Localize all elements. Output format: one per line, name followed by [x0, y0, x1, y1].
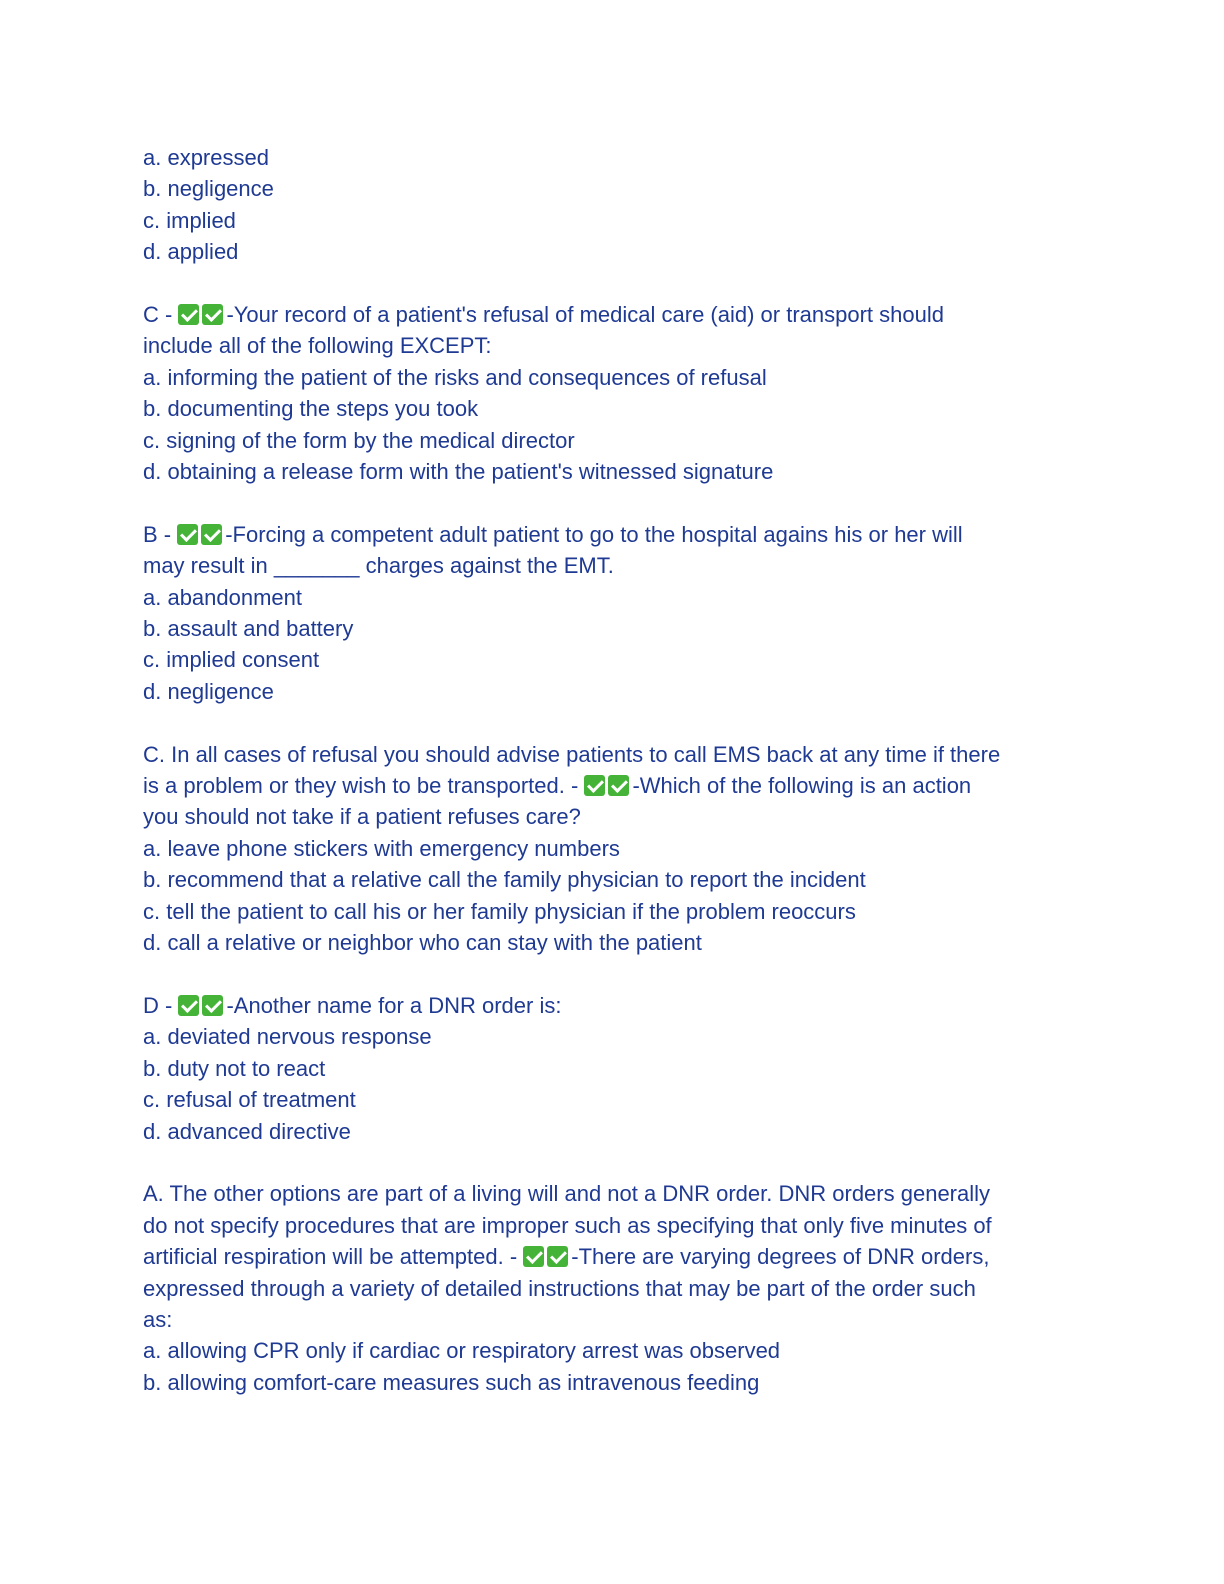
check-mark-icon [202, 304, 223, 325]
text-line [143, 1116, 1083, 1147]
text-line [143, 519, 1083, 550]
line-text: C. In all cases of refusal you should advise patients to call EMS back at any time if there [143, 741, 1001, 767]
line-text: a. deviated nervous response [143, 1024, 432, 1050]
check-mark-icon [202, 995, 223, 1016]
text-line [143, 1178, 1083, 1209]
check-mark-icon [177, 524, 198, 545]
text-line [143, 676, 1083, 707]
text-line [143, 330, 1083, 361]
line-text: b. negligence [143, 176, 274, 202]
line-text: do not specify procedures that are improper such as specifying that only five minutes of [143, 1212, 992, 1238]
line-text: a. abandonment [143, 584, 303, 610]
text-line [143, 739, 1083, 770]
text-line [143, 456, 1083, 487]
text-line [143, 896, 1083, 927]
qa-block [143, 739, 1083, 959]
answer-prefix: B - [143, 521, 178, 547]
line-text: d. advanced directive [143, 1118, 351, 1144]
qa-block [143, 990, 1083, 1147]
line-text: -There are varying degrees of DNR orders, [571, 1244, 990, 1270]
line-text: expressed through a variety of detailed instructions that may be part of the order such [143, 1275, 976, 1301]
text-line [143, 1335, 1083, 1366]
line-text: c. signing of the form by the medical director [143, 427, 575, 453]
line-text: a. informing the patient of the risks and consequences of refusal [143, 364, 767, 390]
text-line [143, 644, 1083, 675]
line-text: c. implied consent [143, 647, 320, 673]
text-line [143, 1304, 1083, 1335]
check-mark-icon [584, 775, 605, 796]
line-text: d. call a relative or neighbor who can stay with the patient [143, 930, 702, 956]
check-mark-icon [547, 1246, 568, 1267]
line-text: -Another name for a DNR order is: [226, 992, 562, 1018]
text-line [143, 142, 1083, 173]
line-text: c. implied [143, 207, 236, 233]
qa-block [143, 299, 1083, 487]
line-text: b. documenting the steps you took [143, 396, 479, 422]
line-text: d. applied [143, 239, 239, 265]
check-mark-icon [178, 304, 199, 325]
text-line [143, 833, 1083, 864]
text-line [143, 1210, 1083, 1241]
text-line [143, 1367, 1083, 1398]
text-line [143, 582, 1083, 613]
text-line [143, 927, 1083, 958]
text-line [143, 205, 1083, 236]
line-text: b. allowing comfort-care measures such as intravenous feeding [143, 1369, 760, 1395]
text-line [143, 236, 1083, 267]
answer-prefix: C - [143, 302, 179, 328]
line-text: as: [143, 1306, 173, 1332]
text-line [143, 864, 1083, 895]
check-mark-icon [178, 995, 199, 1016]
check-mark-icon [201, 524, 222, 545]
text-line [143, 299, 1083, 330]
text-line [143, 425, 1083, 456]
qa-block [143, 142, 1083, 268]
line-text: -Which of the following is an action [632, 773, 972, 799]
text-line [143, 1273, 1083, 1304]
line-text: a. expressed [143, 145, 269, 170]
text-line [143, 1053, 1083, 1084]
line-text: A. The other options are part of a living will and not a DNR order. DNR orders generally [143, 1181, 991, 1207]
line-text: c. tell the patient to call his or her family physician if the problem reoccurs [143, 898, 856, 924]
text-line [143, 801, 1083, 832]
line-text: -Your record of a patient's refusal of medical care (aid) or transport should [226, 302, 944, 328]
text-line [143, 990, 1083, 1021]
text-line [143, 362, 1083, 393]
text-line [143, 173, 1083, 204]
answer-prefix: D - [143, 992, 179, 1018]
check-mark-icon [608, 775, 629, 796]
answer-prefix: is a problem or they wish to be transported. - [143, 773, 585, 799]
text-line [143, 550, 1083, 581]
line-text: a. leave phone stickers with emergency numbers [143, 835, 620, 861]
text-line [143, 1241, 1083, 1272]
line-text: may result in _______ charges against the EMT. [143, 553, 614, 579]
line-text: a. allowing CPR only if cardiac or respiratory arrest was observed [143, 1338, 781, 1364]
document-page [143, 142, 1083, 1430]
qa-block [143, 1178, 1083, 1398]
text-line [143, 770, 1083, 801]
text-line [143, 1021, 1083, 1052]
check-mark-icon [523, 1246, 544, 1267]
text-line [143, 393, 1083, 424]
line-text: b. duty not to react [143, 1055, 326, 1081]
line-text: include all of the following EXCEPT: [143, 333, 492, 359]
line-text: you should not take if a patient refuses care? [143, 804, 581, 830]
line-text: b. assault and battery [143, 616, 354, 642]
line-text: d. negligence [143, 678, 274, 704]
line-text: c. refusal of treatment [143, 1087, 356, 1113]
qa-block [143, 519, 1083, 707]
line-text: -Forcing a competent adult patient to go to the hospital agains his or her will [225, 521, 963, 547]
answer-prefix: artificial respiration will be attempted. - [143, 1244, 524, 1270]
line-text: d. obtaining a release form with the patient's witnessed signature [143, 459, 774, 485]
line-text: b. recommend that a relative call the family physician to report the incident [143, 867, 866, 893]
text-line [143, 1084, 1083, 1115]
text-line [143, 613, 1083, 644]
